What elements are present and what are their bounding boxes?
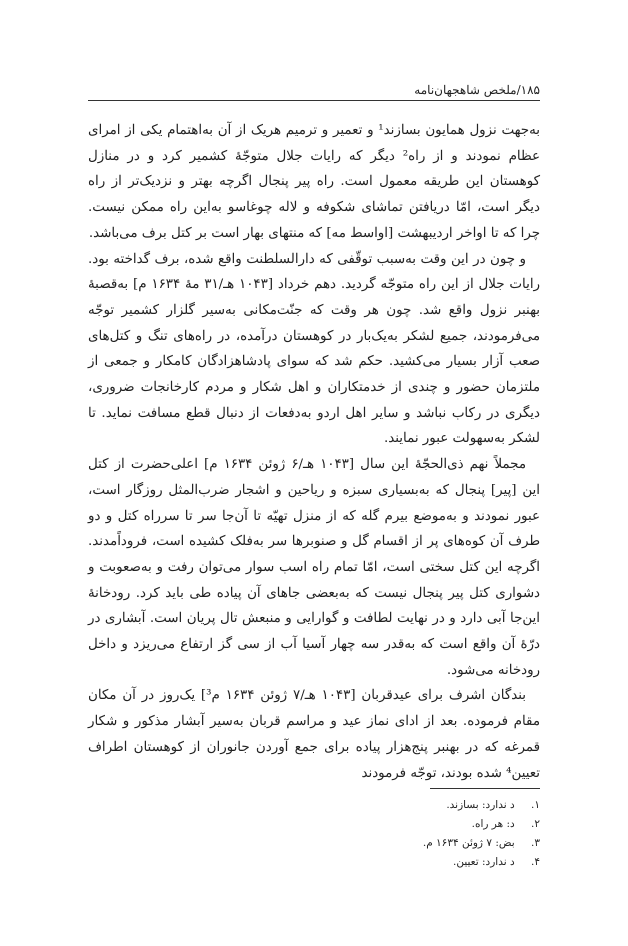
paragraph-4: بندگان اشرف برای عیدقربان [۱۰۴۳ هـ/۷ ژوئن ۱۶۳۴ م³] یک‌روز در آن مکان مقام فرموده. بعد از ادای نماز عید و مراسم قربان به‌سیر آبشار مذکور و شکار قمرغه که در بهنبر پنج‌هزار پیاده برای جمع آوردن جانوران از کوهستان اطراف تعیین⁴ شده بودند، توجّه فرمودند	[88, 688, 540, 781]
paragraph-3: مجملاً نهم ذی‌الحجّهٔ این سال [۱۰۴۳ هـ/۶ ژوئن ۱۶۳۴ م] اعلی‌حضرت از کتل این [پیر] پنجال که به‌بسیاری سبزه و ریاحین و اشجار ضرب‌المثل روزگار است، عبور نمودند و به‌موضع بیرم گله که از منزل تهیّه تا آن‌جا سر تا سرراه کتل و دو طرف آن کوه‌های پر از اقسام گل و صنوبرها سر به‌فلک کشیده است، فروداًمدند. اگرچه این کتل سختی است، امّا تمام راه اسب سوار می‌توان رفت و به‌صعوبت و دشواری کتل پیر پنجال نیست که به‌بعضی جاهای آن پیاده طی باید کرد. رودخانهٔ این‌جا آبی دارد و در نهایت لطافت و گوارایی و منبعش تال پریان است. آبشاری در درّهٔ آن واقع است که به‌قدر سه چهار آسیا آب از سی گز ارتفاع می‌ریزد و داخل رودخانه می‌شود.	[88, 457, 540, 678]
footnote-number: ۳.	[531, 837, 540, 849]
footnote-rule	[430, 788, 540, 789]
footnote-text: بض: ۷ ژوئن ۱۶۳۴ م.	[422, 837, 515, 849]
footnote-number: ۱.	[531, 799, 540, 811]
paragraph-2: و چون در این وقت به‌سبب توقّفی که دارالسلطنت واقع شده، برف گداخته بود. رایات جلال از این راه متوجّه گردید. دهم خرداد [۱۰۴۳ هـ/۳۱ مهٔ ۱۶۳۴ م] به‌قصبهٔ بهنبر نزول واقع شد. چون هر وقت که جنّت‌مکانی به‌سیر گلزار کشمیر توجّه می‌فرمودند، جمیع لشکر به‌یک‌بار در کوهستان درآمده، در راه‌های تنگ و کتل‌های صعب آزار بسیار می‌کشید. حکم شد که سوای پادشاهزادگان کامکار و جمعی از ملتزمان حضور و چندی از خدمتکاران و اهل شکار و مردم کارخانجات ضروری، دیگری در رکاب نباشد و سایر اهل اردو به‌دفعات از دنبال قطع مسافت نماید. تا لشکر به‌سهولت عبور نمایند.	[88, 251, 541, 447]
footnote-text: د ندارد: بسازند.	[446, 799, 515, 811]
header-rule	[88, 100, 540, 101]
footnote-text: د ندارد: تعیین.	[453, 856, 515, 868]
footnote-2	[88, 815, 540, 834]
footnote-number: ۴.	[531, 856, 540, 868]
footnote-3	[88, 834, 540, 853]
body-text	[88, 118, 540, 786]
footnote-4	[88, 853, 540, 872]
running-title: ۱۸۵/ملخص شاهجهان‌نامه	[414, 83, 540, 97]
footnote-text: د: هر راه.	[471, 818, 515, 830]
footnote-1	[88, 796, 540, 815]
paragraph-1: به‌جهت نزول همایون بسازند¹ و تعمیر و ترمیم هریک از آن به‌اهتمام یکی از امرای عظام نمودند و از راه² دیگر که رایات جلال متوجّهٔ کشمیر کرد و در منازل کوهستان این طریقه معمول است. راه پیر پنجال اگرچه بهتر و نزدیک‌تر از راه دیگر است، امّا دریافتن تماشای شکوفه و لاله چوغاسو به‌این راه ممکن نیست. چرا که تا اواخر اردیبهشت [اواسط مه] که منتهای بهار است بر کتل برف می‌باشد.	[88, 123, 540, 241]
footnotes	[88, 796, 540, 872]
footnote-number: ۲.	[531, 818, 540, 830]
page-header	[88, 80, 540, 100]
